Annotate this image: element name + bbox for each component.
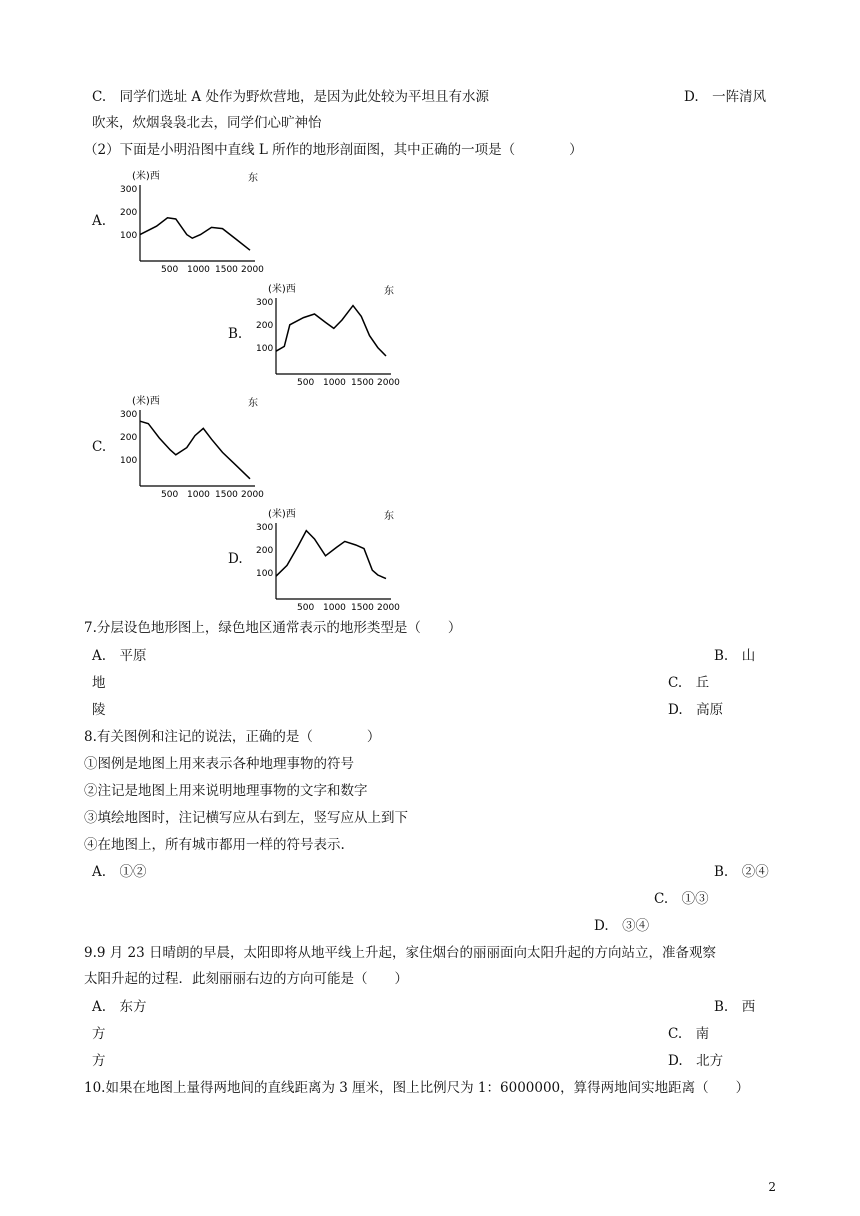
q6-option-d-cont: 吹来，炊烟袅袅北去，同学们心旷神怡: [92, 115, 322, 131]
svg-text:300: 300: [256, 298, 274, 308]
svg-text:1500: 1500: [215, 490, 238, 500]
svg-text:100: 100: [120, 231, 138, 241]
svg-text:2000: 2000: [241, 490, 264, 500]
q7-option-b-cont: 地: [92, 675, 106, 691]
page-number: 2: [768, 1180, 776, 1194]
q7-option-a: A. 平原: [92, 648, 147, 664]
svg-text:1500: 1500: [351, 603, 374, 613]
profile-option-label: C.: [92, 439, 107, 455]
svg-text:300: 300: [256, 523, 274, 533]
svg-text:2000: 2000: [377, 603, 400, 613]
q8-statement-1: ①图例是地图上用来表示各种地理事物的符号: [84, 756, 354, 772]
q9-option-b: B. 西: [714, 999, 756, 1015]
q9-option-c-cont: 方: [92, 1053, 106, 1069]
q8-option-d: D. ③④: [594, 918, 650, 934]
q6-part2-stem: （2）下面是小明沿图中直线 L 所作的地形剖面图，其中正确的一项是（ ）: [84, 142, 583, 158]
q7-option-b: B. 山: [714, 648, 756, 664]
q9-stem: 9.9 月 23 日晴朗的早晨，太阳即将从地平线上升起，家住烟台的丽丽面向太阳升起的方向站立，准备观察: [84, 945, 717, 961]
profile-line: [140, 421, 250, 479]
svg-text:(米)西: (米)西: [132, 396, 160, 407]
svg-text:1500: 1500: [215, 265, 238, 275]
q8-statement-4: ④在地图上，所有城市都用一样的符号表示.: [84, 837, 345, 853]
q9-option-c: C. 南: [668, 1026, 710, 1042]
svg-text:1000: 1000: [187, 490, 210, 500]
profile-option-label: B.: [228, 326, 243, 342]
q7-option-c: C. 丘: [668, 675, 710, 691]
q8-option-b: B. ②④: [714, 864, 769, 880]
q8-statement-3: ③填绘地图时，注记横写应从右到左，竖写应从上到下: [84, 810, 408, 826]
q9-option-d: D. 北方: [668, 1053, 724, 1069]
svg-text:500: 500: [161, 265, 179, 275]
svg-text:1000: 1000: [323, 378, 346, 388]
svg-text:(米)西: (米)西: [268, 509, 296, 520]
q9-option-a: A. 东方: [92, 999, 147, 1015]
svg-text:1500: 1500: [351, 378, 374, 388]
profile-option-label: D.: [228, 551, 243, 567]
profile-chart-d: [256, 505, 406, 617]
svg-text:(米)西: (米)西: [132, 171, 160, 182]
svg-text:200: 200: [256, 321, 274, 331]
svg-text:200: 200: [256, 546, 274, 556]
q6-option-c: C. 同学们选址 A 处作为野炊营地，是因为此处较为平坦且有水源: [92, 89, 489, 105]
svg-text:500: 500: [297, 603, 315, 613]
svg-text:东: 东: [384, 511, 394, 522]
svg-text:500: 500: [297, 378, 315, 388]
q9-stem-cont: 太阳升起的过程．此刻丽丽右边的方向可能是（ ）: [84, 971, 408, 987]
svg-text:东: 东: [384, 286, 394, 297]
q8-stem: 8.有关图例和注记的说法，正确的是（ ）: [84, 729, 381, 745]
svg-text:1000: 1000: [187, 265, 210, 275]
svg-text:2000: 2000: [241, 265, 264, 275]
svg-text:200: 200: [120, 208, 138, 218]
profile-chart-c: [120, 392, 270, 504]
profile-chart-a: [120, 167, 270, 279]
svg-text:200: 200: [120, 433, 138, 443]
q10-stem: 10.如果在地图上量得两地间的直线距离为 3 厘米，图上比例尺为 1：6000000，算得两地间实地距离（ ）: [84, 1080, 750, 1096]
q8-option-c: C. ①③: [654, 891, 709, 907]
profile-chart-b: [256, 280, 406, 392]
q7-stem: 7.分层设色地形图上，绿色地区通常表示的地形类型是（ ）: [84, 620, 462, 636]
q7-option-d: D. 高原: [668, 702, 724, 718]
profile-line: [276, 306, 386, 356]
q7-option-c-cont: 陵: [92, 702, 106, 718]
svg-text:500: 500: [161, 490, 179, 500]
svg-text:100: 100: [256, 569, 274, 579]
svg-text:东: 东: [248, 173, 258, 184]
svg-text:100: 100: [256, 344, 274, 354]
q6-option-d: D. 一阵清风: [684, 89, 767, 105]
svg-text:东: 东: [248, 398, 258, 409]
svg-text:300: 300: [120, 410, 138, 420]
q8-option-a: A. ①②: [92, 864, 147, 880]
q8-statement-2: ②注记是地图上用来说明地理事物的文字和数字: [84, 783, 368, 799]
svg-text:100: 100: [120, 456, 138, 466]
svg-text:2000: 2000: [377, 378, 400, 388]
svg-text:(米)西: (米)西: [268, 284, 296, 295]
svg-text:1000: 1000: [323, 603, 346, 613]
svg-text:300: 300: [120, 185, 138, 195]
profile-line: [276, 531, 386, 579]
q9-option-b-cont: 方: [92, 1026, 106, 1042]
profile-line: [140, 218, 250, 250]
profile-option-label: A.: [92, 213, 107, 229]
